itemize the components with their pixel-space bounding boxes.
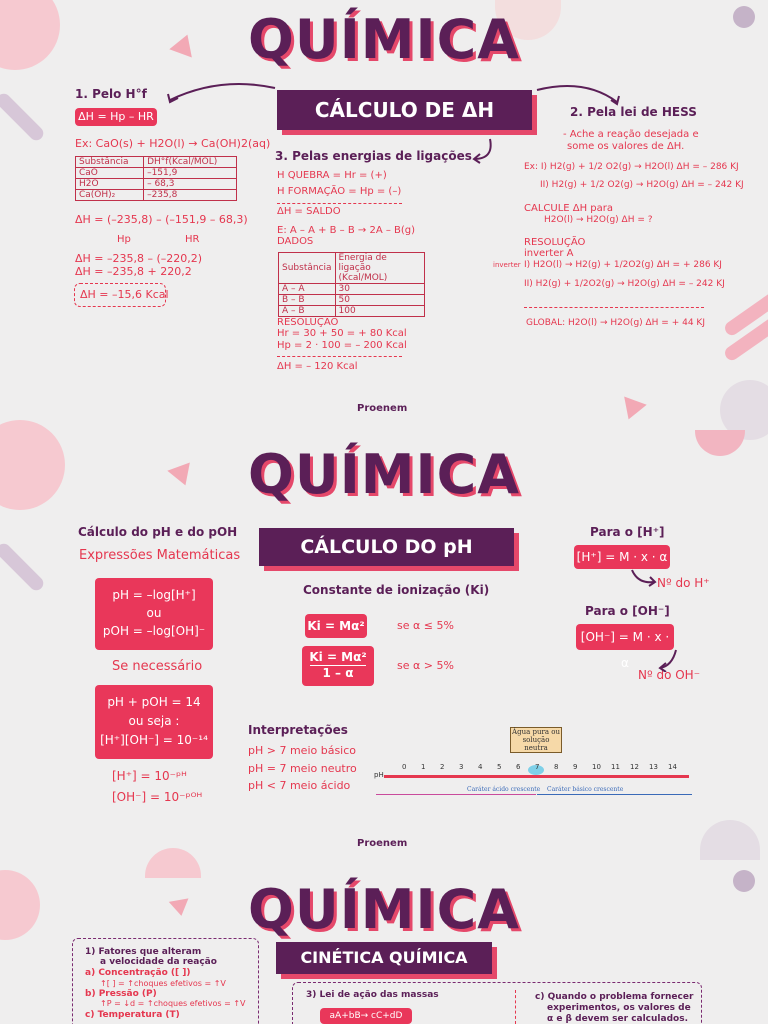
arrow-oh (658, 648, 688, 672)
expressoes-heading: Expressões Matemáticas (79, 548, 241, 563)
ph-tick-label: 12 (630, 763, 639, 771)
ph-scale (372, 715, 697, 805)
ph-tick-label: 9 (573, 763, 578, 771)
acid-arrow (376, 794, 536, 795)
ph-tick-label: 10 (592, 763, 601, 771)
proenem-logo: Proenem (357, 838, 408, 849)
ph-sum-box: pH + pOH = 14 ou seja : [H⁺][OH⁻] = 10⁻¹⁴ (95, 685, 213, 759)
table-header: Substância (76, 157, 144, 168)
enthalpy-table (75, 156, 237, 201)
ph-tick-label: 6 (516, 763, 521, 771)
para-h-heading: Para o [H⁺] (590, 525, 665, 539)
lei-massas-heading: 3) Lei de ação das massas (306, 990, 439, 1000)
ki-formula-2: Ki = Mα² 1 – α (302, 646, 374, 686)
hess-text-1: - Ache a reação desejada e (563, 129, 699, 140)
para-oh-heading: Para o [OH⁻] (585, 604, 670, 618)
table-row: B – B 50 (279, 295, 425, 306)
acid-label: Caráter ácido crescente (467, 786, 541, 793)
deco-circle (145, 848, 201, 878)
fatores-heading-2: a velocidade da reação (100, 957, 217, 967)
table-row: A – B 100 (279, 306, 425, 317)
table-row: Ca(OH)₂ –235,8 (76, 190, 237, 201)
fator-b: b) Pressão (P) (85, 989, 157, 999)
deco-stripes (0, 541, 46, 593)
section2-banner: CÁLCULO DO pH (259, 528, 514, 566)
hp-label: Hp (117, 234, 131, 245)
calcule-reaction: H2O(l) → H2O(g) ΔH = ? (544, 215, 653, 225)
ph-poh-heading: Cálculo do pH e do pOH (78, 525, 238, 539)
interp-acid: pH < 7 meio ácido (248, 779, 351, 792)
section3-title: QUÍMICA (247, 878, 521, 941)
section3-banner: CINÉTICA QUÍMICA (276, 942, 492, 974)
resolucao-line-2: Hp = 2 · 100 = – 200 Kcal (277, 340, 407, 351)
note-line-1: c) Quando o problema fornecer (535, 992, 694, 1002)
delta-h-formula: ΔH = Hp – HR (75, 108, 157, 126)
fator-b-desc: ↑P = ↓d = ↑choques efetivos = ↑V (100, 999, 246, 1008)
h-quebra: H QUEBRA = Hr = (+) (277, 170, 387, 181)
example-reaction: Ex: CaO(s) + H2O(l) → Ca(OH)2(aq) (75, 137, 271, 150)
ph-tick-label: 2 (440, 763, 445, 771)
inverter-a: inverter A (524, 248, 574, 259)
hess-example-2: II) H2(g) + 1/2 O2(g) → H2O(g) ΔH = – 242 KJ (540, 180, 744, 190)
fator-a: a) Concentração ([ ]) (85, 968, 191, 978)
ph-axis (384, 775, 689, 778)
bond-energy-table (278, 252, 425, 317)
ph-tick-label: 8 (554, 763, 559, 771)
basic-arrow (537, 794, 692, 795)
ph-tick-label: 7 (535, 763, 540, 771)
basic-label: Caráter básico crescente (547, 786, 624, 793)
h-formula-box: [H⁺] = M · x · α (574, 545, 670, 569)
section2-title: QUÍMICA (247, 443, 521, 506)
ph-axis-label: pH (374, 771, 384, 779)
dados-label: DADOS (277, 236, 314, 247)
resolucao-result: ΔH = – 120 Kcal (277, 361, 358, 372)
oh-formula-box: [OH⁻] = M · x · α (576, 624, 674, 650)
resolucao-reaction-2: II) H2(g) + 1/2O2(g) → H2O(g) ΔH = – 242 KJ (524, 279, 725, 289)
deco-circle (700, 820, 760, 860)
pelo-hf-heading: 1. Pelo H°f (75, 87, 147, 101)
resolucao-label: RESOLUÇÃO (277, 317, 339, 328)
note-line-2: experimentos, os valores de (547, 1003, 691, 1013)
interpretacoes-heading: Interpretações (248, 723, 348, 737)
ki-heading: Constante de ionização (Ki) (303, 583, 490, 597)
ph-tick-label: 3 (459, 763, 464, 771)
calc-line-3: ΔH = –235,8 + 220,2 (75, 265, 192, 278)
section1-banner: CÁLCULO DE ΔH (277, 90, 532, 130)
numero-h-label: Nº do H⁺ (657, 576, 710, 590)
arrow-right (535, 78, 625, 108)
resolucao-label: RESOLUÇÃO (524, 237, 586, 248)
lei-hess-heading: 2. Pela lei de HESS (570, 105, 697, 119)
proenem-logo: Proenem (357, 403, 408, 414)
table-header: Substância (279, 253, 336, 284)
calc-line-2: ΔH = –235,8 – (–220,2) (75, 252, 203, 265)
arrow-left (140, 76, 280, 106)
divider (277, 203, 402, 204)
table-header: DH°f(Kcal/MOL) (144, 157, 237, 168)
resolucao-line-1: Hr = 30 + 50 = + 80 Kcal (277, 328, 407, 339)
calc-line-1: ΔH = (–235,8) – (–151,9 – 68,3) (75, 213, 248, 226)
table-row: CaO –151,9 (76, 168, 237, 179)
table-row: A – A 30 (279, 284, 425, 295)
hess-text-2: some os valores de ΔH. (567, 141, 685, 152)
h-formacao: H FORMAÇÃO = Hp = (–) (277, 186, 402, 197)
interp-neutral: pH = 7 meio neutro (248, 762, 357, 775)
hess-example-1: Ex: I) H2(g) + 1/2 O2(g) → H2O(l) ΔH = – 286 KJ (524, 162, 739, 172)
energia-ligacoes-heading: 3. Pelas energias de ligações (275, 149, 472, 163)
fatores-heading: 1) Fatores que alteram (85, 947, 202, 957)
ph-tick-label: 1 (421, 763, 426, 771)
note-line-3: α e β devem ser calculados. (547, 1014, 688, 1024)
divider (277, 356, 402, 357)
table-header: Energia de ligação (Kcal/MOL) (335, 253, 424, 284)
neutral-callout: Água pura ou solução neutra (510, 727, 562, 753)
h-concentration: [H⁺] = 10⁻ᵖᴴ (112, 769, 187, 783)
section1-title: QUÍMICA (247, 8, 521, 71)
ki-condition-1: se α ≤ 5% (397, 619, 454, 632)
ph-tick-label: 14 (668, 763, 677, 771)
fator-a-desc: ↑[ ] = ↑choques efetivos = ↑V (100, 979, 226, 988)
se-necessario: Se necessário (112, 659, 203, 674)
saldo: ΔH = SALDO (277, 206, 341, 217)
inverter-side-label: inverter (493, 261, 521, 269)
resolucao-reaction-1: I) H2O(l) → H2(g) + 1/2O2(g) ΔH = + 286 KJ (524, 260, 722, 270)
divider-vertical (515, 990, 516, 1024)
deco-stripes (0, 91, 46, 143)
divider (524, 307, 704, 308)
interp-basic: pH > 7 meio básico (248, 744, 357, 757)
oh-concentration: [OH⁻] = 10⁻ᵖᴼᴴ (112, 790, 203, 804)
arrow-down (470, 137, 500, 165)
global-reaction: GLOBAL: H2O(l) → H2O(g) ΔH = + 44 KJ (526, 318, 705, 328)
hr-label: HR (185, 234, 200, 245)
energy-example: E: A – A + B – B → 2A – B(g) (277, 225, 416, 236)
reaction-equation: aA+bB→ cC+dD (320, 1008, 412, 1024)
ki-formula-1: Ki = Mα² (305, 614, 367, 638)
ph-tick-label: 11 (611, 763, 620, 771)
ph-formula-box: pH = –log[H⁺] ou pOH = –log[OH]⁻ (95, 578, 213, 650)
deco-triangle (617, 396, 646, 423)
ph-tick-label: 4 (478, 763, 483, 771)
ph-tick-label: 13 (649, 763, 658, 771)
fator-c: c) Temperatura (T) (85, 1010, 180, 1020)
ph-tick-label: 0 (402, 763, 407, 771)
ki-condition-2: se α > 5% (397, 659, 454, 672)
numero-oh-label: Nº do OH⁻ (638, 668, 701, 682)
table-row: H2O – 68,3 (76, 179, 237, 190)
arrow-h (630, 568, 660, 590)
ph-tick-label: 5 (497, 763, 502, 771)
result-value: ΔH = –15,6 Kcal (80, 288, 169, 301)
calcule-label: CALCULE ΔH para (524, 203, 614, 214)
